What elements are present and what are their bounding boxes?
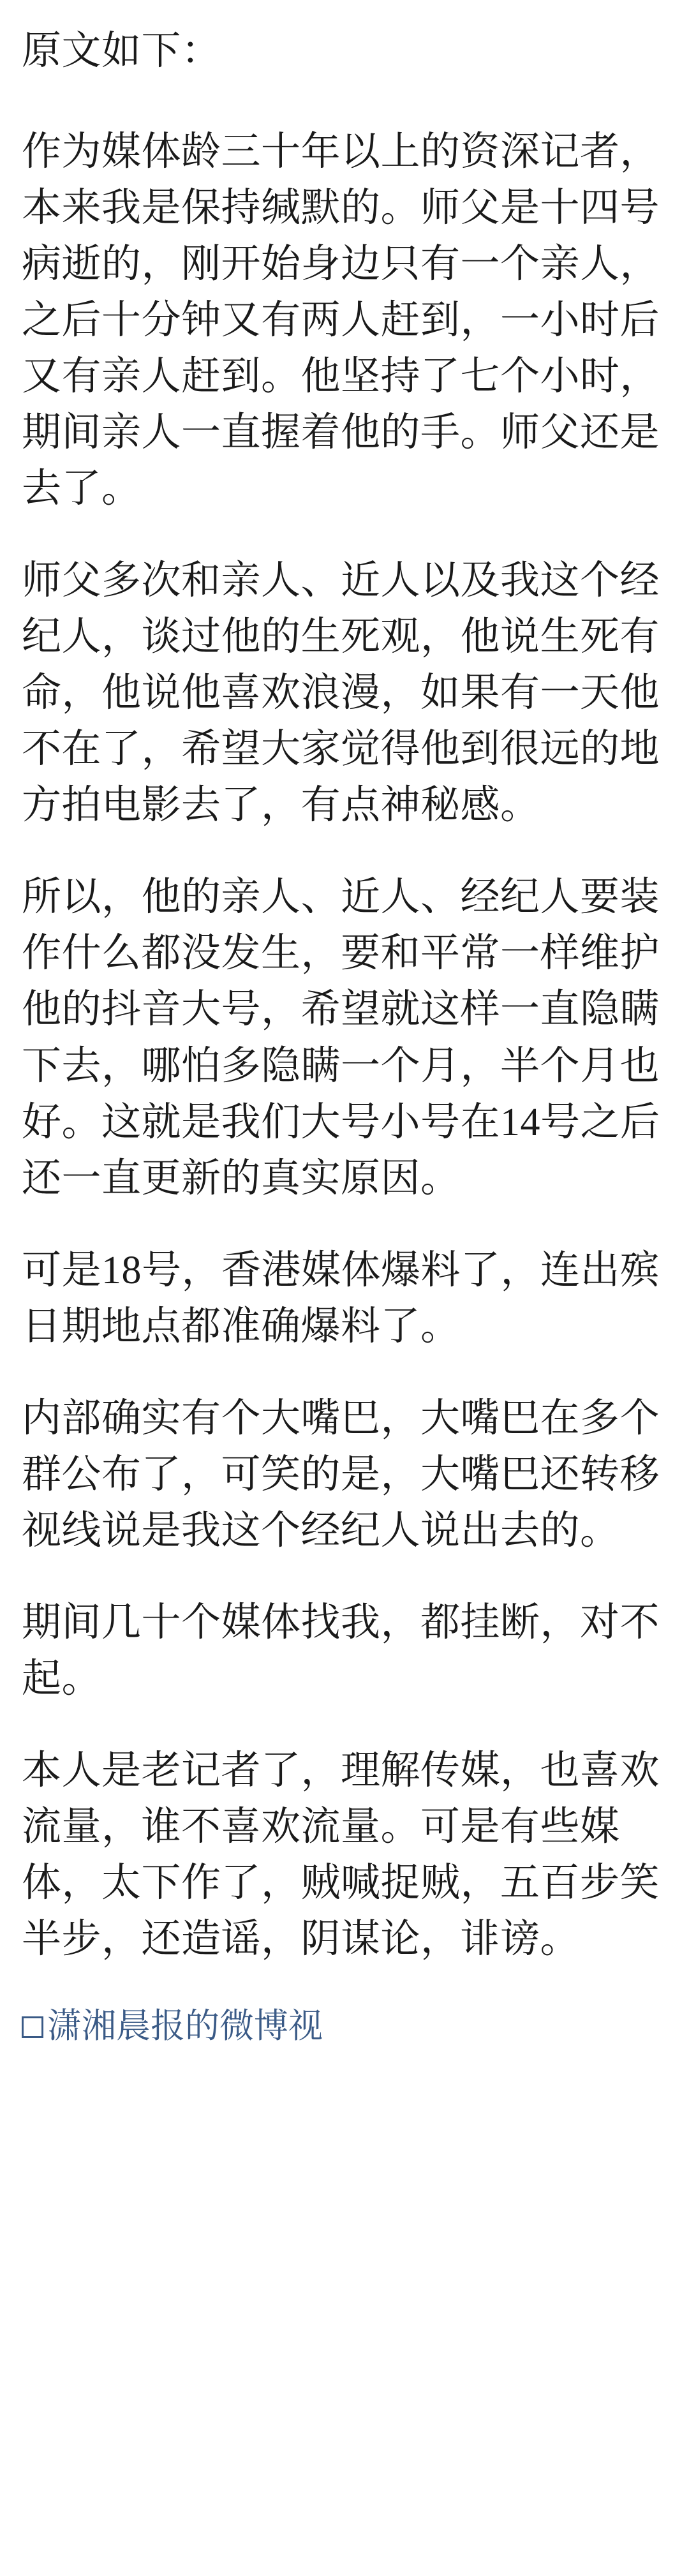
paragraph-1: 作为媒体龄三十年以上的资深记者，本来我是保持缄默的。师父是十四号病逝的，刚开始身边只有一个亲人，之后十分钟又有两人赶到，一小时后又有亲人赶到。他坚持了七个小时，期间亲人一直握着他的手。师父还是去了。: [22, 130, 660, 511]
paragraph-2: 师父多次和亲人、近人以及我这个经纪人，谈过他的生死观，他说生死有命，他说他喜欢浪漫，如果有一天他不在了，希望大家觉得他到很远的地方拍电影去了，有点神秘感。: [22, 559, 660, 828]
source-attribution: [22, 2003, 667, 2050]
document-heading: 原文如下：: [22, 29, 221, 73]
bottom-spacer: [22, 2050, 667, 2069]
paragraph-5: 内部确实有个大嘴巴，大嘴巴在多个群公布了，可笑的是，大嘴巴还转移视线说是我这个经纪人说出去的。: [22, 1396, 660, 1552]
source-link[interactable]: 潇湘晨报的微博视: [47, 2006, 323, 2045]
paragraph-6: 期间几十个媒体找我，都挂断，对不起。: [22, 1600, 660, 1701]
paragraph-4: 可是18号，香港媒体爆料了，连出殡日期地点都准确爆料了。: [22, 1248, 660, 1348]
square-glyph-icon: [22, 2016, 43, 2038]
paragraph-3: 所以，他的亲人、近人、经纪人要装作什么都没发生，要和平常一样维护他的抖音大号，希望就这样一直隐瞒下去，哪怕多隐瞒一个月，半个月也好。这就是我们大号小号在14号之后还一直更新的真实原因。: [22, 875, 660, 1200]
paragraph-7: 本人是老记者了，理解传媒，也喜欢流量，谁不喜欢流量。可是有些媒体，太下作了，贼喊捉贼，五百步笑半步，还造谣，阴谋论，诽谤。: [22, 1748, 660, 1961]
